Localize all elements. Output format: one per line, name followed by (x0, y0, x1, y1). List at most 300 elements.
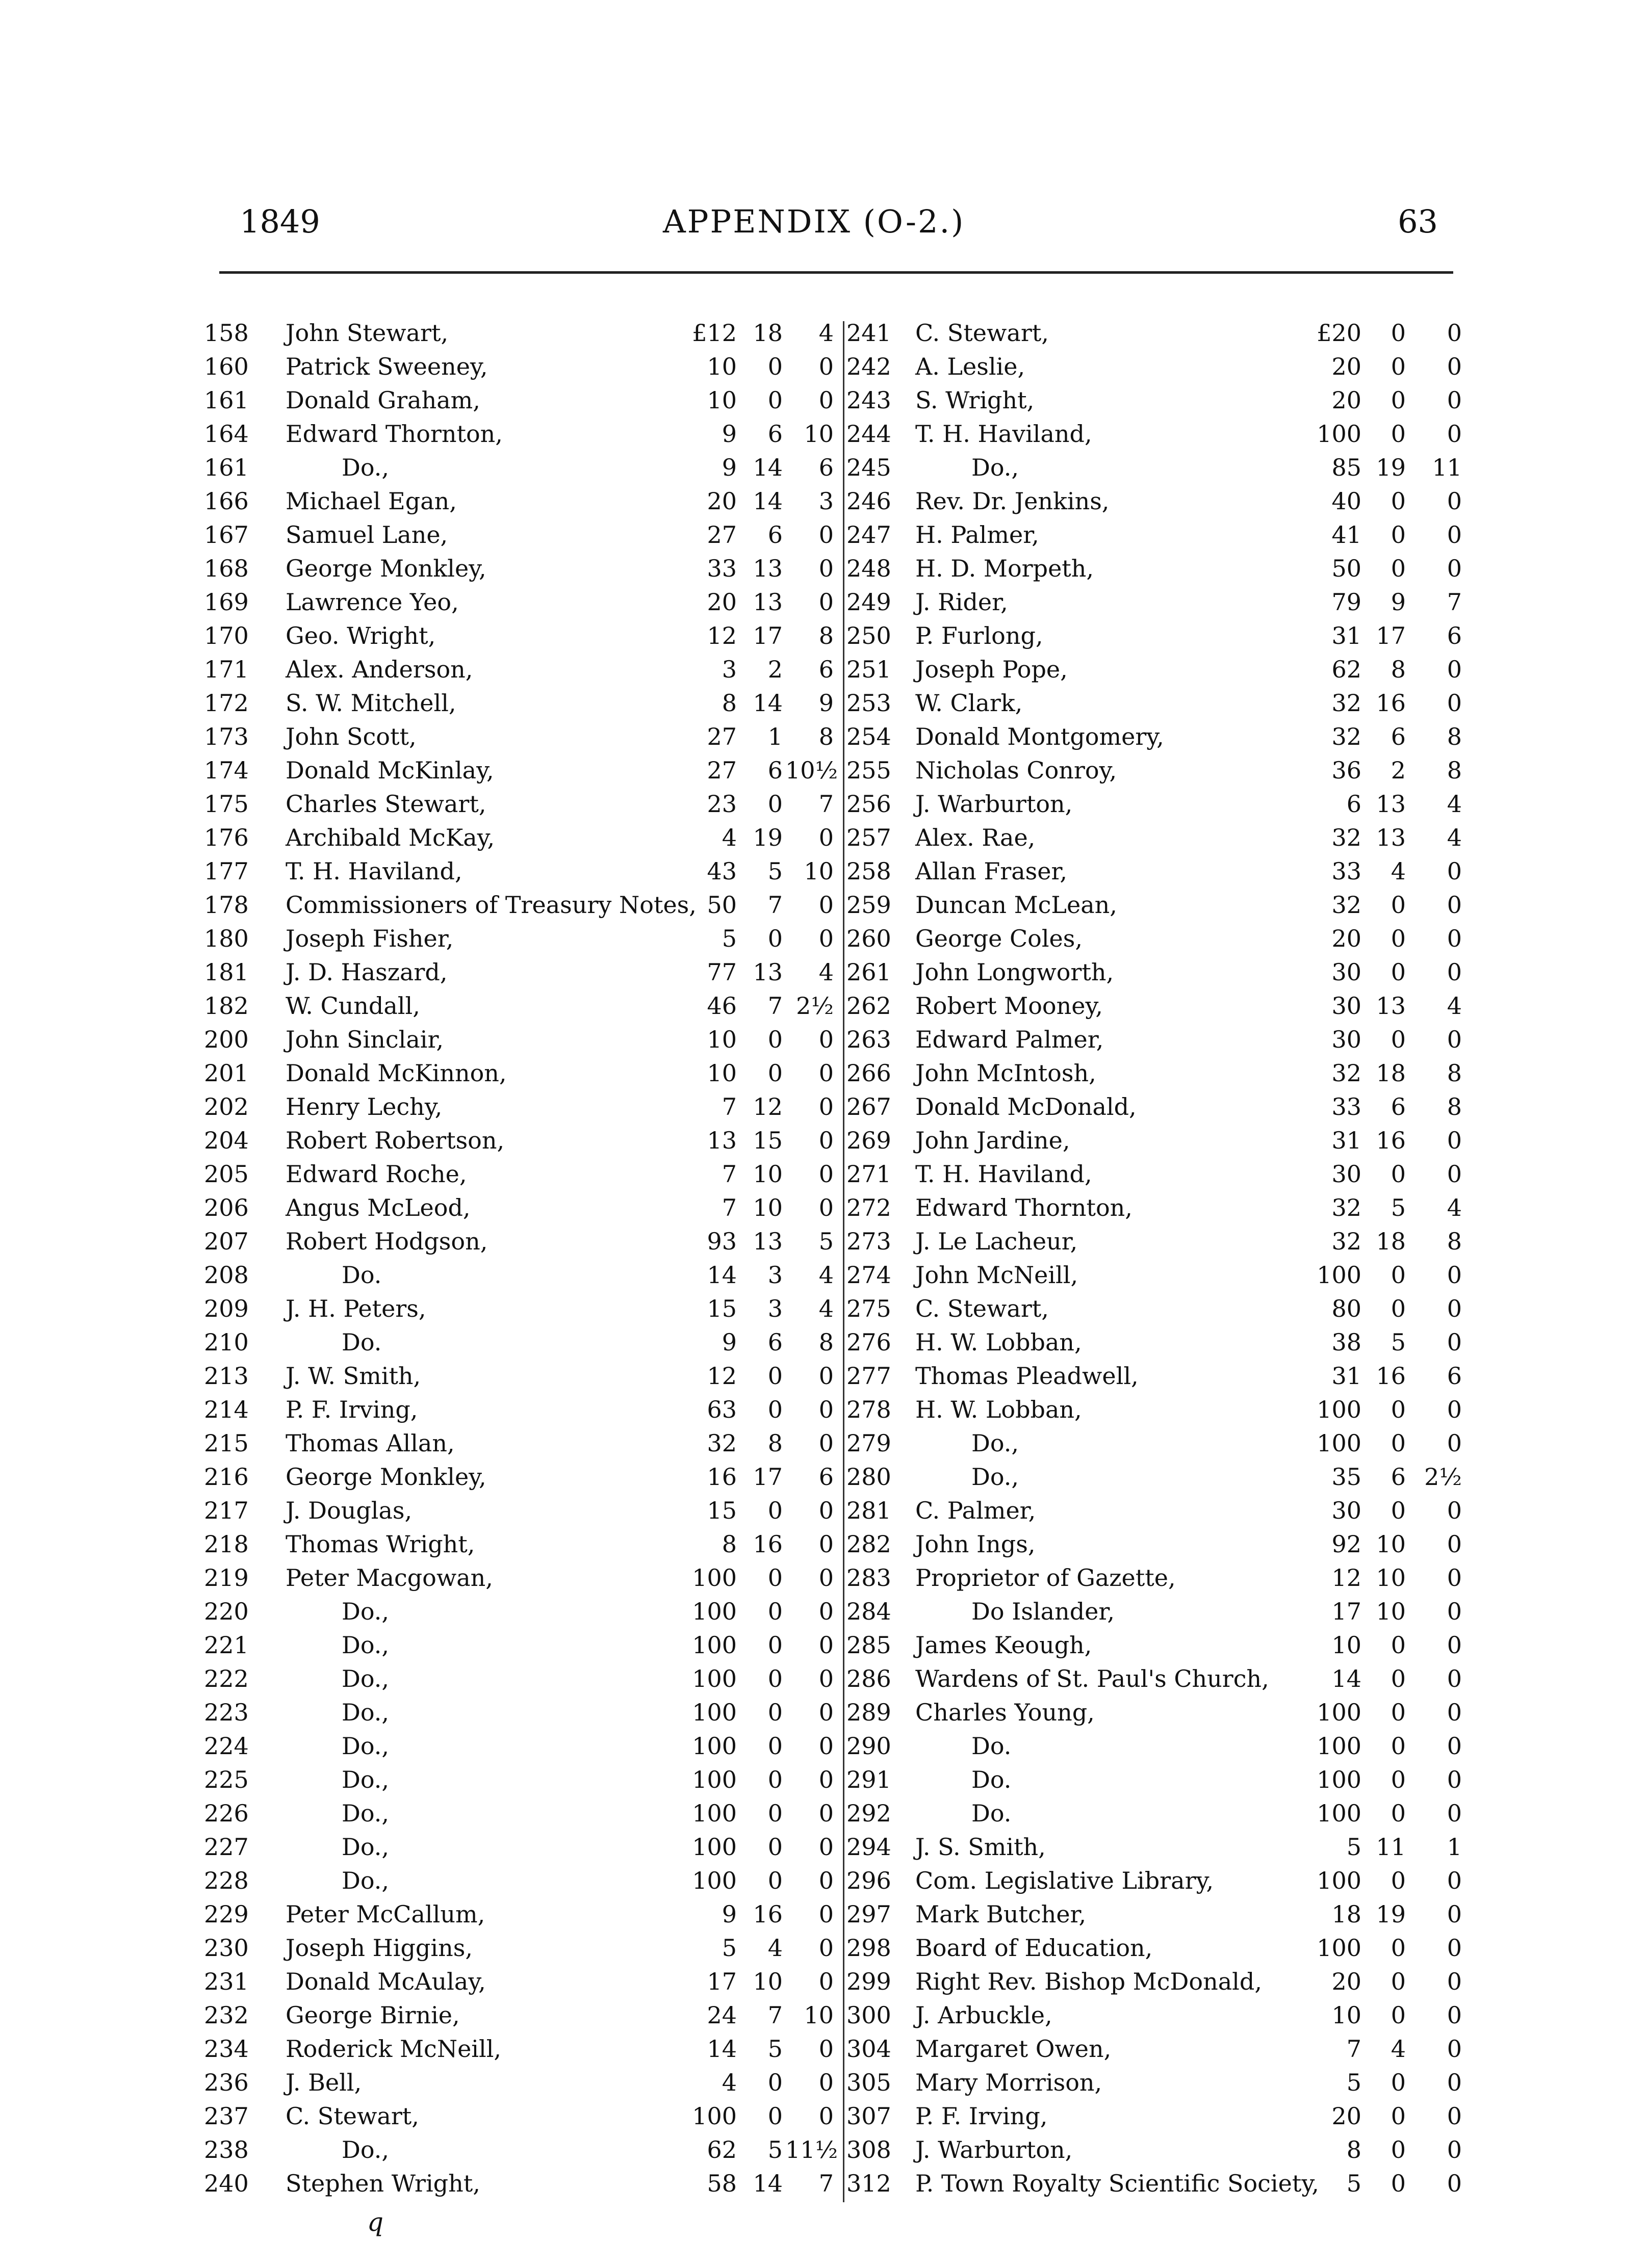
entry-shillings: 5 (1391, 1194, 1406, 1221)
entry-number: 232 (204, 2001, 249, 2029)
entry-pence: 10 (804, 857, 834, 885)
entry-pounds: 100 (692, 1800, 737, 1827)
ledger-row (846, 1224, 1469, 1258)
entry-pounds: 9 (722, 1328, 737, 1356)
entry-number: 261 (846, 958, 891, 986)
entry-shillings: 0 (1391, 891, 1406, 919)
entry-shillings: 0 (1391, 1160, 1406, 1188)
ledger-row (846, 1998, 1469, 2032)
entry-pence: 0 (818, 1497, 834, 1524)
entry-name: Do., (971, 454, 1019, 481)
ledger-row (846, 821, 1469, 854)
entry-pounds: 100 (692, 1564, 737, 1592)
entry-pounds: 15 (707, 1295, 737, 1322)
entry-name: Do., (342, 1800, 390, 1827)
entry-number: 175 (204, 790, 249, 818)
ledger-row (846, 619, 1469, 653)
entry-shillings: 6 (767, 521, 783, 549)
ledger-row (846, 2133, 1469, 2167)
header-year: 1849 (240, 203, 320, 240)
entry-pounds: 5 (722, 1934, 737, 1962)
ledger-row (204, 1931, 844, 1965)
entry-pence: 0 (1447, 1261, 1462, 1289)
entry-shillings: 17 (1376, 622, 1406, 649)
entry-number: 221 (204, 1631, 249, 1659)
entry-pounds: 100 (692, 1732, 737, 1760)
entry-shillings: 0 (767, 1833, 783, 1861)
entry-number: 218 (204, 1530, 249, 1558)
ledger-row (846, 922, 1469, 955)
entry-shillings: 2 (1391, 757, 1406, 784)
entry-pounds: 7 (722, 1194, 737, 1221)
ledger-row (846, 1359, 1469, 1393)
ledger-row (204, 1729, 844, 1763)
entry-pounds: 100 (692, 1766, 737, 1793)
entry-number: 296 (846, 1867, 891, 1894)
entry-pounds: 4 (722, 2069, 737, 2096)
entry-name: John Longworth, (915, 958, 1114, 986)
entry-shillings: 18 (753, 319, 783, 347)
entry-name: Do., (342, 2136, 390, 2163)
entry-number: 304 (846, 2035, 891, 2063)
entry-number: 201 (204, 1059, 249, 1087)
entry-pounds: 32 (1331, 891, 1361, 919)
entry-shillings: 15 (753, 1127, 783, 1154)
ledger-row (204, 1998, 844, 2032)
entry-pounds: 100 (1317, 420, 1361, 448)
entry-name: Joseph Higgins, (286, 1934, 473, 1962)
entry-pounds: 20 (1331, 925, 1361, 952)
entry-shillings: 0 (1391, 1867, 1406, 1894)
entry-name: H. W. Lobban, (915, 1328, 1082, 1356)
entry-pence: 0 (818, 1631, 834, 1659)
entry-pounds: 100 (692, 1598, 737, 1625)
ledger-row (204, 1494, 844, 1527)
entry-number: 205 (204, 1160, 249, 1188)
entry-name: John McIntosh, (915, 1059, 1096, 1087)
entry-pounds: 58 (707, 2170, 737, 2197)
entry-shillings: 0 (767, 790, 783, 818)
ledger-row (846, 1292, 1469, 1325)
entry-pounds: 100 (692, 1833, 737, 1861)
ledger-row (204, 1325, 844, 1359)
ledger-row (204, 753, 844, 787)
ledger-row (204, 1763, 844, 1796)
entry-shillings: 13 (753, 555, 783, 582)
entry-name: Thomas Allan, (286, 1429, 455, 1457)
entry-pence: 0 (1447, 2001, 1462, 2029)
entry-number: 286 (846, 1665, 891, 1692)
entry-pounds: 36 (1331, 757, 1361, 784)
entry-pence: 0 (1447, 1396, 1462, 1423)
entry-name: Do., (342, 1598, 390, 1625)
entry-number: 164 (204, 420, 249, 448)
entry-pence: 0 (1447, 1530, 1462, 1558)
entry-number: 298 (846, 1934, 891, 1962)
entry-pence: 0 (1447, 1598, 1462, 1625)
entry-shillings: 0 (1391, 2069, 1406, 2096)
entry-number: 283 (846, 1564, 891, 1592)
entry-pence: 11 (1432, 454, 1462, 481)
entry-name: Henry Lechy, (286, 1093, 443, 1120)
ledger-row (204, 1292, 844, 1325)
entry-pence: 0 (818, 2035, 834, 2063)
entry-pounds: 32 (1331, 824, 1361, 851)
entry-name: J. Le Lacheur, (915, 1228, 1078, 1255)
entry-pounds: 17 (1331, 1598, 1361, 1625)
entry-shillings: 16 (1376, 1362, 1406, 1390)
entry-pence: 0 (818, 1900, 834, 1928)
entry-shillings: 0 (1391, 420, 1406, 448)
entry-number: 207 (204, 1228, 249, 1255)
entry-shillings: 0 (1391, 1295, 1406, 1322)
entry-shillings: 0 (1391, 2001, 1406, 2029)
entry-shillings: 6 (1391, 1093, 1406, 1120)
entry-shillings: 0 (767, 386, 783, 414)
ledger-row (204, 1023, 844, 1056)
entry-pounds: 17 (707, 1968, 737, 1995)
entry-pounds: 100 (1317, 1261, 1361, 1289)
entry-pence: 0 (818, 1362, 834, 1390)
entry-pounds: 41 (1331, 521, 1361, 549)
entry-pounds: 20 (1331, 386, 1361, 414)
entry-pence: 0 (818, 1732, 834, 1760)
entry-pence: 5 (818, 1228, 834, 1255)
entry-pounds: 33 (1331, 857, 1361, 885)
entry-number: 213 (204, 1362, 249, 1390)
entry-pence: 4 (1447, 1194, 1462, 1221)
entry-pence: 4 (1447, 790, 1462, 818)
entry-number: 243 (846, 386, 891, 414)
ledger-row (204, 1393, 844, 1426)
ledger-row (846, 383, 1469, 417)
entry-pence: 0 (818, 1429, 834, 1457)
ledger-row (204, 1628, 844, 1662)
entry-pounds: 5 (1346, 2069, 1361, 2096)
ledger-row (846, 1628, 1469, 1662)
ledger-row (846, 1460, 1469, 1494)
entry-shillings: 3 (767, 1261, 783, 1289)
entry-pounds: 5 (722, 925, 737, 952)
entry-pounds: 9 (722, 1900, 737, 1928)
ledger-row (204, 922, 844, 955)
entry-pence: 2½ (796, 992, 834, 1020)
entry-number: 255 (846, 757, 891, 784)
entry-pounds: £12 (692, 319, 737, 347)
entry-shillings: 10 (753, 1194, 783, 1221)
entry-name: John McNeill, (915, 1261, 1078, 1289)
entry-name: Board of Education, (915, 1934, 1153, 1962)
entry-name: S. W. Mitchell, (286, 689, 456, 717)
entry-number: 284 (846, 1598, 891, 1625)
entry-number: 250 (846, 622, 891, 649)
ledger-row (204, 1056, 844, 1090)
entry-shillings: 0 (1391, 555, 1406, 582)
entry-name: Wardens of St. Paul's Church, (915, 1665, 1269, 1692)
entry-name: Joseph Fisher, (286, 925, 454, 952)
entry-number: 267 (846, 1093, 891, 1120)
entry-pence: 9 (818, 689, 834, 717)
entry-pence: 0 (818, 555, 834, 582)
entry-pence: 0 (818, 521, 834, 549)
entry-name: Nicholas Conroy, (915, 757, 1117, 784)
entry-name: Do. (971, 1766, 1012, 1793)
entry-shillings: 13 (1376, 790, 1406, 818)
entry-shillings: 4 (1391, 2035, 1406, 2063)
entry-number: 171 (204, 656, 249, 683)
entry-pounds: 10 (707, 386, 737, 414)
entry-shillings: 8 (1391, 656, 1406, 683)
entry-number: 242 (846, 353, 891, 380)
ledger-row (846, 1662, 1469, 1696)
entry-pence: 0 (1447, 353, 1462, 380)
entry-pence: 0 (1447, 925, 1462, 952)
entry-pounds: 32 (1331, 1228, 1361, 1255)
ledger-row (846, 2032, 1469, 2066)
entry-pounds: 20 (1331, 353, 1361, 380)
entry-pence: 4 (1447, 824, 1462, 851)
entry-pence: 0 (818, 353, 834, 380)
ledger-row (846, 2099, 1469, 2133)
ledger-row (846, 552, 1469, 585)
entry-pounds: 10 (1331, 1631, 1361, 1659)
ledger-row (204, 1157, 844, 1191)
entry-pounds: 6 (1346, 790, 1361, 818)
entry-shillings: 13 (753, 958, 783, 986)
ledger-row (204, 989, 844, 1023)
entry-number: 248 (846, 555, 891, 582)
entry-pence: 0 (1447, 555, 1462, 582)
ledger-row (846, 888, 1469, 922)
entry-pence: 6 (1447, 1362, 1462, 1390)
ledger-row (204, 552, 844, 585)
entry-shillings: 0 (1391, 1934, 1406, 1962)
entry-pounds: 31 (1331, 1362, 1361, 1390)
entry-pounds: 100 (1317, 1396, 1361, 1423)
ledger-row (204, 1561, 844, 1595)
entry-name: John Jardine, (915, 1127, 1070, 1154)
entry-name: Edward Thornton, (286, 420, 503, 448)
entry-shillings: 5 (767, 2136, 783, 2163)
entry-pounds: 7 (722, 1093, 737, 1120)
entry-pounds: 80 (1331, 1295, 1361, 1322)
ledger-row (846, 854, 1469, 888)
entry-shillings: 0 (1391, 1968, 1406, 1995)
entry-name: P. Furlong, (915, 622, 1043, 649)
entry-pence: 0 (1447, 2035, 1462, 2063)
entry-pounds: 10 (707, 1059, 737, 1087)
entry-name: George Monkley, (286, 555, 486, 582)
entry-pence: 0 (818, 2069, 834, 2096)
header-rule (219, 271, 1453, 274)
entry-pounds: 100 (1317, 1867, 1361, 1894)
entry-pounds: 30 (1331, 1160, 1361, 1188)
entry-number: 160 (204, 353, 249, 380)
ledger-row (846, 1393, 1469, 1426)
entry-pence: 0 (818, 1396, 834, 1423)
column-divider (843, 321, 844, 2202)
entry-pounds: 50 (1331, 555, 1361, 582)
entry-number: 246 (846, 487, 891, 515)
entry-number: 169 (204, 588, 249, 616)
entry-shillings: 10 (1376, 1598, 1406, 1625)
entry-shillings: 17 (753, 622, 783, 649)
entry-pence: 4 (818, 1261, 834, 1289)
entry-pence: 0 (1447, 1699, 1462, 1726)
entry-shillings: 6 (767, 757, 783, 784)
entry-pounds: 31 (1331, 1127, 1361, 1154)
entry-shillings: 0 (767, 353, 783, 380)
ledger-row (846, 350, 1469, 383)
entry-pence: 0 (818, 1530, 834, 1558)
entry-name: P. F. Irving, (915, 2102, 1048, 2130)
entry-name: H. Palmer, (915, 521, 1039, 549)
entry-name: Mark Butcher, (915, 1900, 1087, 1928)
entry-number: 228 (204, 1867, 249, 1894)
entry-name: George Coles, (915, 925, 1083, 952)
entry-number: 202 (204, 1093, 249, 1120)
entry-pence: 0 (1447, 2136, 1462, 2163)
entry-pence: 6 (818, 1463, 834, 1491)
entry-pounds: 7 (1346, 2035, 1361, 2063)
ledger-row (846, 1965, 1469, 1998)
entry-pounds: 12 (1331, 1564, 1361, 1592)
entry-pounds: 27 (707, 757, 737, 784)
entry-shillings: 0 (767, 2069, 783, 2096)
entry-pounds: 100 (692, 1867, 737, 1894)
ledger-row (846, 484, 1469, 518)
ledger-row (846, 720, 1469, 753)
entry-name: P. Town Royalty Scientific Society, (915, 2170, 1319, 2197)
entry-shillings: 0 (767, 1564, 783, 1592)
entry-name: J. Warburton, (915, 790, 1073, 818)
entry-name: Samuel Lane, (286, 521, 448, 549)
entry-number: 200 (204, 1026, 249, 1053)
entry-pounds: 20 (707, 588, 737, 616)
entry-pounds: 4 (722, 824, 737, 851)
entry-pounds: 8 (722, 1530, 737, 1558)
entry-name: J. Warburton, (915, 2136, 1073, 2163)
entry-pence: 0 (1447, 1328, 1462, 1356)
entry-number: 227 (204, 1833, 249, 1861)
entry-pence: 8 (1447, 1059, 1462, 1087)
entry-pence: 11½ (785, 2136, 838, 2163)
entry-shillings: 13 (1376, 824, 1406, 851)
entry-shillings: 0 (767, 1766, 783, 1793)
entry-shillings: 0 (767, 1665, 783, 1692)
entry-name: H. W. Lobban, (915, 1396, 1082, 1423)
entry-number: 274 (846, 1261, 891, 1289)
entry-pounds: 3 (722, 656, 737, 683)
entry-shillings: 16 (753, 1900, 783, 1928)
entry-name: Do., (971, 1463, 1019, 1491)
entry-name: Margaret Owen, (915, 2035, 1112, 2063)
entry-shillings: 0 (1391, 386, 1406, 414)
entry-shillings: 7 (767, 2001, 783, 2029)
entry-number: 172 (204, 689, 249, 717)
entry-shillings: 0 (1391, 2102, 1406, 2130)
entry-shillings: 7 (767, 891, 783, 919)
ledger-row (204, 1460, 844, 1494)
entry-name: J. D. Haszard, (286, 958, 448, 986)
entry-number: 281 (846, 1497, 891, 1524)
entry-name: John Stewart, (286, 319, 449, 347)
entry-name: Robert Hodgson, (286, 1228, 488, 1255)
entry-shillings: 0 (767, 1026, 783, 1053)
entry-shillings: 5 (1391, 1328, 1406, 1356)
entry-name: Commissioners of Treasury Notes, (286, 891, 697, 919)
ledger-row (846, 1325, 1469, 1359)
entry-number: 271 (846, 1160, 891, 1188)
entry-name: C. Stewart, (915, 319, 1049, 347)
entry-pounds: 32 (1331, 1194, 1361, 1221)
entry-pence: 0 (1447, 857, 1462, 885)
entry-number: 217 (204, 1497, 249, 1524)
ledger-row (204, 720, 844, 753)
entry-number: 219 (204, 1564, 249, 1592)
ledger-row (846, 2167, 1469, 2200)
entry-number: 180 (204, 925, 249, 952)
entry-shillings: 0 (767, 2102, 783, 2130)
entry-name: Donald Graham, (286, 386, 480, 414)
ledger-row (846, 787, 1469, 821)
entry-shillings: 0 (1391, 1396, 1406, 1423)
ledger-row (846, 1426, 1469, 1460)
entry-pounds: 100 (1317, 1699, 1361, 1726)
entry-pence: 0 (1447, 319, 1462, 347)
entry-number: 305 (846, 2069, 891, 2096)
entry-number: 258 (846, 857, 891, 885)
entry-name: Peter McCallum, (286, 1900, 485, 1928)
ledger-row (204, 854, 844, 888)
entry-pence: 0 (1447, 656, 1462, 683)
ledger-row (846, 1023, 1469, 1056)
entry-shillings: 0 (1391, 1497, 1406, 1524)
entry-shillings: 10 (1376, 1530, 1406, 1558)
entry-pence: 0 (1447, 1900, 1462, 1928)
entry-pounds: 24 (707, 2001, 737, 2029)
ledger-row (204, 686, 844, 720)
entry-pounds: 100 (692, 1665, 737, 1692)
entry-number: 273 (846, 1228, 891, 1255)
entry-name: Thomas Wright, (286, 1530, 475, 1558)
ledger-row (204, 383, 844, 417)
entry-name: Thomas Pleadwell, (915, 1362, 1139, 1390)
ledger-row (846, 451, 1469, 484)
entry-number: 266 (846, 1059, 891, 1087)
entry-shillings: 16 (1376, 1127, 1406, 1154)
ledger-row (204, 1696, 844, 1729)
entry-number: 204 (204, 1127, 249, 1154)
entry-shillings: 0 (1391, 2170, 1406, 2197)
ledger-row (846, 1897, 1469, 1931)
entry-pence: 0 (818, 1867, 834, 1894)
entry-shillings: 6 (767, 1328, 783, 1356)
entry-shillings: 18 (1376, 1059, 1406, 1087)
entry-number: 161 (204, 386, 249, 414)
entry-number: 181 (204, 958, 249, 986)
entry-pence: 0 (1447, 386, 1462, 414)
entry-number: 225 (204, 1766, 249, 1793)
ledger-row (204, 2066, 844, 2099)
entry-pounds: 10 (707, 1026, 737, 1053)
entry-pounds: 30 (1331, 958, 1361, 986)
entry-shillings: 0 (1391, 958, 1406, 986)
ledger-row (846, 1830, 1469, 1864)
entry-name: Angus McLeod, (286, 1194, 471, 1221)
entry-name: Alex. Rae, (915, 824, 1036, 851)
ledger-row (204, 2133, 844, 2167)
